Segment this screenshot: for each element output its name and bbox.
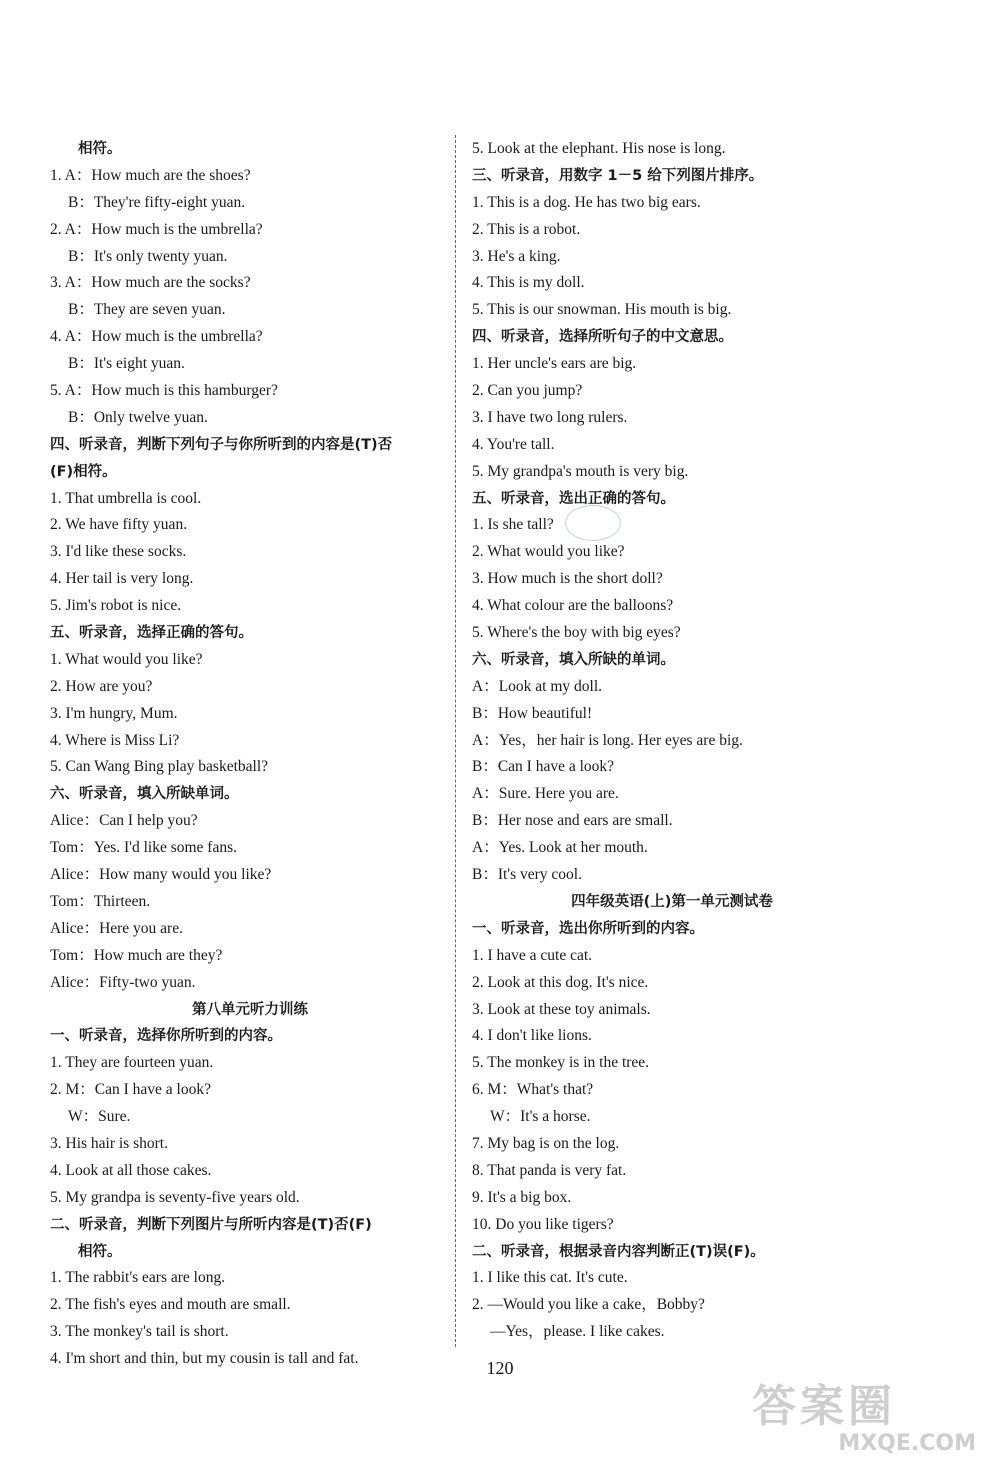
text-line: 3. His hair is short. xyxy=(50,1134,168,1152)
section-heading: 五、听录音，选出正确的答句。 xyxy=(472,490,675,507)
text-line: B：Her nose and ears are small. xyxy=(472,812,673,830)
text-line: 5. The monkey is in the tree. xyxy=(472,1054,650,1072)
text-line: B：Can I have a look? xyxy=(472,758,615,776)
section-heading: 相符。 xyxy=(78,141,122,157)
text-line: 4. A：How much is the umbrella? xyxy=(50,328,263,346)
text-line: B：It's only twenty yuan. xyxy=(68,247,228,265)
text-line: 1. A：How much are the shoes? xyxy=(50,166,251,184)
text-line: Tom：Thirteen. xyxy=(50,892,151,910)
text-line: 5. This is our snowman. His mouth is big. xyxy=(472,301,732,319)
section-heading: 六、听录音，填入所缺的单词。 xyxy=(472,651,675,668)
text-line: 2. The fish's eyes and mouth are small. xyxy=(50,1296,291,1314)
text-line: 2. We have fifty yuan. xyxy=(50,516,188,534)
text-line: 1. This is a dog. He has two big ears. xyxy=(472,193,701,211)
text-line: A：Look at my doll. xyxy=(472,677,603,695)
text-line: —Yes，please. I like cakes. xyxy=(490,1323,665,1341)
text-line: 5. My grandpa is seventy-five years old. xyxy=(50,1188,300,1206)
text-line: 4. Where is Miss Li? xyxy=(50,731,180,749)
watermark-logo xyxy=(752,1383,982,1463)
left-column xyxy=(50,136,450,1373)
text-line: B：It's eight yuan. xyxy=(68,355,185,373)
section-heading: 二、听录音，根据录音内容判断正(T)误(F)。 xyxy=(472,1243,765,1260)
text-line: 6. M：What's that? xyxy=(472,1081,594,1099)
text-line: 5. Where's the boy with big eyes? xyxy=(472,624,681,642)
text-line: 3. A：How much are the socks? xyxy=(50,274,251,292)
text-line: 4. I don't like lions. xyxy=(472,1027,592,1045)
watermark-url: MXQE.COM xyxy=(838,1431,976,1456)
watermark-text: 答案圈 xyxy=(752,1381,896,1432)
text-line: 3. Look at these toy animals. xyxy=(472,1000,651,1018)
section-heading: 六、听录音，填入所缺单词。 xyxy=(50,786,239,803)
text-line: 1. They are fourteen yuan. xyxy=(50,1054,214,1072)
page-number: 120 xyxy=(486,1358,514,1378)
section-heading: 四、听录音，判断下列句子与你所听到的内容是(T)否 xyxy=(50,436,393,453)
text-line: B：It's very cool. xyxy=(472,866,582,884)
section-heading: 相符。 xyxy=(78,1243,122,1260)
text-line: Tom：How much are they? xyxy=(50,946,223,964)
text-line: W：Sure. xyxy=(68,1108,131,1126)
text-line: 4. You're tall. xyxy=(472,435,555,453)
text-line: 7. My bag is on the log. xyxy=(472,1134,620,1152)
section-heading: 三、听录音，用数字 1－5 给下列图片排序。 xyxy=(472,167,764,184)
text-line: 2. Can you jump? xyxy=(472,382,583,400)
text-line: 1. The rabbit's ears are long. xyxy=(50,1269,226,1287)
unit-title: 四年级英语(上)第一单元测试卷 xyxy=(571,893,773,910)
text-line: Alice：Fifty-two yuan. xyxy=(50,973,196,991)
text-line: Alice：Here you are. xyxy=(50,919,183,937)
text-line: 2. M：Can I have a look? xyxy=(50,1081,211,1099)
text-line: 4. I'm short and thin, but my cousin is tall and fat. xyxy=(50,1350,359,1368)
text-line: 3. I'm hungry, Mum. xyxy=(50,704,178,722)
text-line: 1. That umbrella is cool. xyxy=(50,489,202,507)
text-line: A：Sure. Here you are. xyxy=(472,785,619,803)
text-line: 4. This is my doll. xyxy=(472,274,585,292)
text-line: 1. I like this cat. It's cute. xyxy=(472,1269,628,1287)
section-heading: 一、听录音，选择你所听到的内容。 xyxy=(50,1028,282,1045)
text-line: 2. —Would you like a cake，Bobby? xyxy=(472,1296,705,1314)
text-line: 1. I have a cute cat. xyxy=(472,946,593,964)
text-line: 2. What would you like? xyxy=(472,543,625,561)
text-line: 4. Her tail is very long. xyxy=(50,570,194,588)
text-line: Alice：How many would you like? xyxy=(50,866,272,884)
section-heading: 四、听录音，选择所听句子的中文意思。 xyxy=(472,329,733,346)
text-line: 2. This is a robot. xyxy=(472,220,581,238)
text-line: 3. How much is the short doll? xyxy=(472,570,663,588)
text-line: 1. What would you like? xyxy=(50,650,203,668)
text-line: 3. The monkey's tail is short. xyxy=(50,1323,229,1341)
text-line: 1. Is she tall? xyxy=(472,516,554,534)
section-heading: 五、听录音，选择正确的答句。 xyxy=(50,625,253,642)
text-line: 5. Look at the elephant. His nose is long. xyxy=(472,140,726,157)
text-line: 5. My grandpa's mouth is very big. xyxy=(472,462,689,480)
section-heading: 二、听录音，判断下列图片与所听内容是(T)否(F) xyxy=(50,1216,372,1233)
text-line: 1. Her uncle's ears are big. xyxy=(472,355,637,373)
text-line: 10. Do you like tigers? xyxy=(472,1215,614,1233)
text-line: B：How beautiful! xyxy=(472,704,593,722)
text-line: 5. Can Wang Bing play basketball? xyxy=(50,758,269,776)
text-line: 4. Look at all those cakes. xyxy=(50,1161,212,1179)
text-line: 9. It's a big box. xyxy=(472,1188,572,1206)
text-line: 8. That panda is very fat. xyxy=(472,1161,627,1179)
text-line: 5. Jim's robot is nice. xyxy=(50,597,182,615)
text-line: 3. I have two long rulers. xyxy=(472,408,628,426)
text-line: Tom：Yes. I'd like some fans. xyxy=(50,839,237,857)
column-divider xyxy=(455,135,456,1347)
text-line: A：Yes，her hair is long. Her eyes are big. xyxy=(472,731,743,749)
text-line: 3. He's a king. xyxy=(472,247,561,265)
text-line: 4. What colour are the balloons? xyxy=(472,597,674,615)
text-line: 3. I'd like these socks. xyxy=(50,543,187,561)
text-line: 5. A：How much is this hamburger? xyxy=(50,382,278,400)
text-line: A：Yes. Look at her mouth. xyxy=(472,839,648,857)
text-line: B：They are seven yuan. xyxy=(68,301,226,319)
stamp-mark xyxy=(565,505,621,541)
text-line: B：They're fifty-eight yuan. xyxy=(68,193,246,211)
text-line: W：It's a horse. xyxy=(490,1108,591,1126)
text-line: B：Only twelve yuan. xyxy=(68,408,208,426)
right-column xyxy=(472,136,872,1346)
section-heading: (F)相符。 xyxy=(50,463,117,480)
text-line: 2. A：How much is the umbrella? xyxy=(50,220,263,238)
unit-title: 第八单元听力训练 xyxy=(192,1001,308,1018)
text-line: 2. Look at this dog. It's nice. xyxy=(472,973,649,991)
text-line: 2. How are you? xyxy=(50,677,153,695)
text-line: Alice：Can I help you? xyxy=(50,812,198,830)
section-heading: 一、听录音，选出你所听到的内容。 xyxy=(472,920,704,937)
